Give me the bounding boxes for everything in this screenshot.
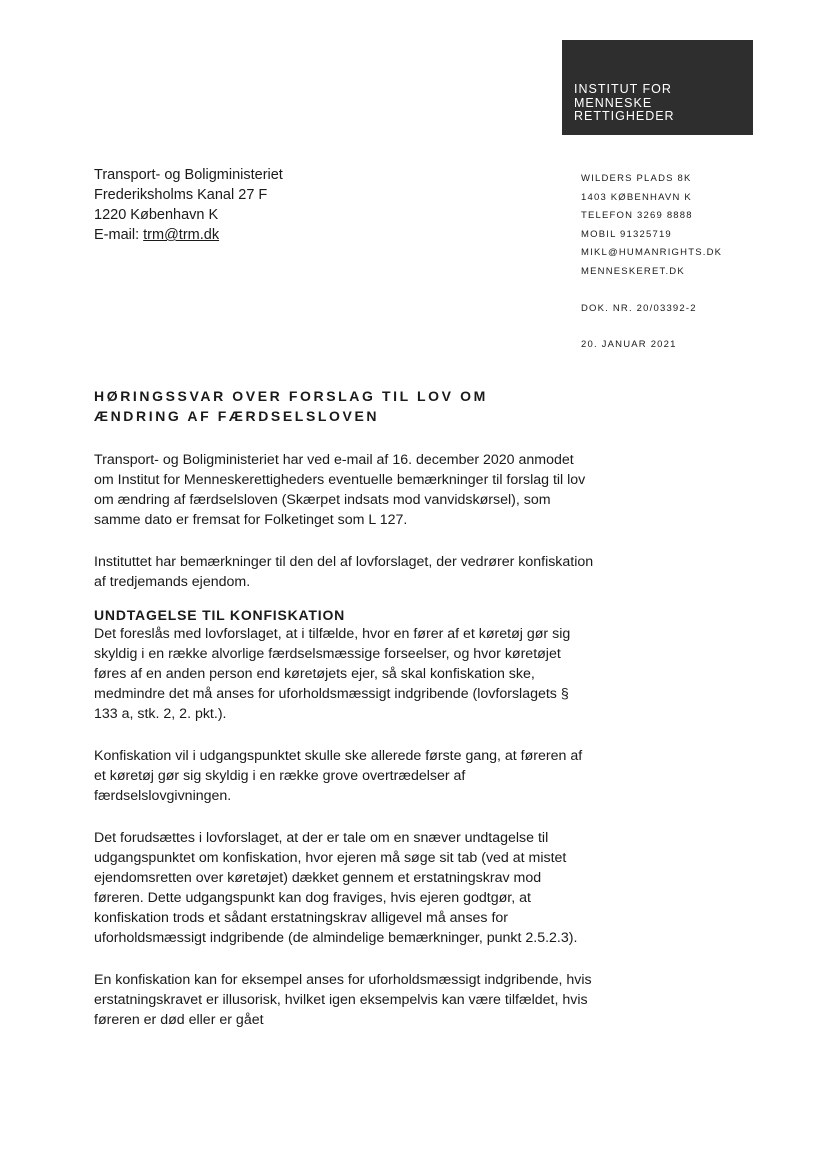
intro-paragraph: Instituttet har bemærkninger til den del af lovforslaget, der vedrører konfiskation af tredjemands ejendom. <box>94 554 594 590</box>
recipient-line: Transport- og Boligministeriet <box>94 167 283 183</box>
section-paragraph: En konfiskation kan for eksempel anses for uforholdsmæssigt indgribende, hvis erstatningskravet er illusorisk, hvilket igen eksempelvis kan være tilfældet, hvis føreren er død eller er gået <box>94 972 592 1028</box>
document-body <box>94 386 594 1052</box>
section-paragraph: Konfiskation vil i udgangspunktet skulle ske allerede første gang, at føreren af et køretøj gør sig skyldig i en række grove overtrædelser af færdselslovgivningen. <box>94 748 583 804</box>
recipient-email-line <box>94 225 283 245</box>
sender-email: MIKL@HUMANRIGHTS.DK <box>581 247 723 259</box>
sender-address-line: 1403 KØBENHAVN K <box>581 191 692 203</box>
section-heading: UNDTAGELSE TIL KONFISKATION <box>94 607 346 623</box>
recipient-address <box>94 165 283 245</box>
recipient-line: Frederiksholms Kanal 27 F <box>94 187 268 203</box>
sender-address-line: WILDERS PLADS 8K <box>581 173 692 184</box>
title-line-1: HØRINGSSVAR OVER FORSLAG TIL LOV OM <box>94 388 488 404</box>
document-number: DOK. NR. 20/03392-2 <box>581 302 697 314</box>
section-paragraph: Det foreslås med lovforslaget, at i tilfælde, hvor en fører af et køretøj gør sig skyldig i en række alvorlige færdselsmæssige forseelser, og hvor køretøjet føres af en anden person end køretøjets ejer, så skal konfiskation ske, medmindre det må anses for uforholdsmæssigt indgribende (lovforslagets § 133 a, stk. 2, 2. pkt.). <box>94 626 571 722</box>
institute-logo <box>562 40 753 135</box>
logo-line-3: RETTIGHEDER <box>574 109 675 123</box>
recipient-line: 1220 København K <box>94 207 219 223</box>
sender-phone: TELEFON 3269 8888 <box>581 210 693 222</box>
logo-line-1: INSTITUT FOR <box>574 82 672 96</box>
section-paragraph: Det forudsættes i lovforslaget, at der er tale om en snæver undtagelse til udgangspunktet om konfiskation, hvor ejeren må søge sit tab (ved at mistet ejendomsretten over køretøjet) dækket gennem et erstatningskrav mod føreren. Dette udgangspunkt kan dog fraviges, hvis ejeren godtgør, at konfiskation trods et sådant erstatningskrav alligevel må anses for uforholdsmæssigt indgribende (de almindelige bemærkninger, punkt 2.5.2.3). <box>94 830 578 946</box>
sender-website: MENNESKERET.DK <box>581 265 685 277</box>
document-date: 20. JANUAR 2021 <box>581 339 677 351</box>
logo-line-2: MENNESKE <box>574 95 653 110</box>
title-line-2: ÆNDRING AF FÆRDSELSLOVEN <box>94 408 380 424</box>
document-title <box>94 386 594 426</box>
email-label: E-mail: <box>94 227 144 243</box>
sender-mobile: MOBIL 91325719 <box>581 228 672 240</box>
email-link[interactable]: trm@trm.dk <box>143 227 220 243</box>
sender-info <box>581 170 722 355</box>
intro-paragraph: Transport- og Boligministeriet har ved e-mail af 16. december 2020 anmodet om Institut for Menneskerettigheders eventuelle bemærkninger til forslag til lov om ændring af færdselsloven (Skærpet indsats mod vanvidskørsel), som samme dato er fremsat for Folketinget som L 127. <box>94 452 586 528</box>
